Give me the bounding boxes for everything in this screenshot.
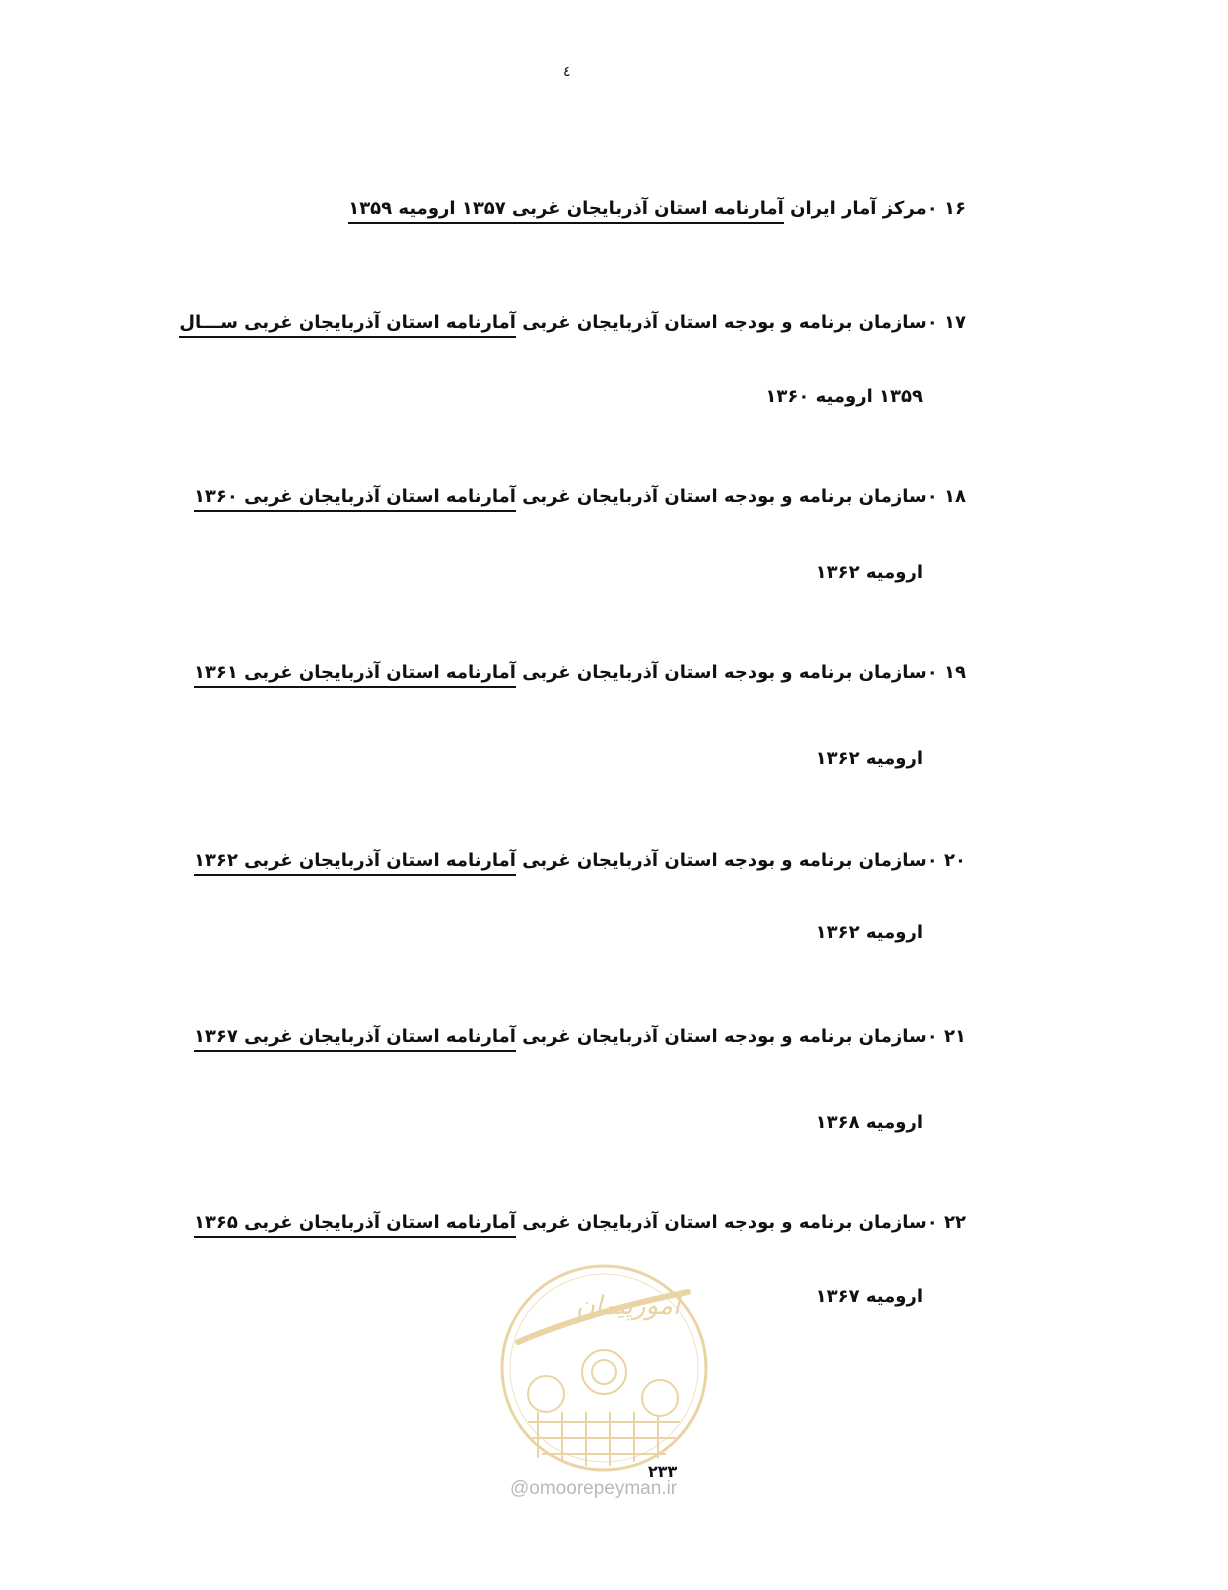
entry-author: ۰سازمان برنامه و بودجه استان آذربایجان غربی xyxy=(522,850,938,871)
entry-continuation-20: ارومیه ۱۳۶۲ xyxy=(815,922,923,943)
reference-entry-22 xyxy=(194,1208,966,1238)
watermark-logo-icon xyxy=(498,1262,710,1474)
entry-title: آمارنامه استان آذربایجان غربی ۱۳۶۱ xyxy=(194,662,516,688)
entry-number: ۱۶ xyxy=(944,198,966,219)
entry-title: آمارنامه استان آذربایجان غربی ۱۳۶۲ xyxy=(194,850,516,876)
top-page-mark: ٤ xyxy=(563,64,571,80)
reference-entry-20 xyxy=(194,846,966,876)
reference-entry-19 xyxy=(194,658,966,688)
entry-author: ۰سازمان برنامه و بودجه استان آذربایجان غربی xyxy=(522,1026,938,1047)
entry-number: ۲۱ xyxy=(944,1026,966,1047)
entry-continuation-22: ارومیه ۱۳۶۷ xyxy=(815,1286,923,1307)
entry-author: ۰مرکز آمار ایران xyxy=(790,198,938,219)
reference-entry-16 xyxy=(348,194,966,224)
entry-author: ۰سازمان برنامه و بودجه استان آذربایجان غربی xyxy=(522,486,938,507)
entry-number: ۱۸ xyxy=(944,486,966,507)
entry-author: ۰سازمان برنامه و بودجه استان آذربایجان غربی xyxy=(522,312,938,333)
entry-continuation-18: ارومیه ۱۳۶۲ xyxy=(815,562,923,583)
page-number: ۲۳۳ xyxy=(648,1462,678,1481)
entry-number: ۱۷ xyxy=(944,312,966,333)
watermark-logo-text: امورپیمان xyxy=(575,1291,681,1321)
watermark-site: @omoorepeyman.ir xyxy=(510,1478,678,1499)
entry-title: آمارنامه استان آذربایجان غربی ۱۳۶۰ xyxy=(194,486,516,512)
reference-entry-18 xyxy=(194,482,966,512)
entry-continuation-17: ۱۳۵۹ ارومیه ۱۳۶۰ xyxy=(765,386,923,407)
entry-author: ۰سازمان برنامه و بودجه استان آذربایجان غربی xyxy=(522,1212,938,1233)
entry-number: ۱۹ xyxy=(944,662,966,683)
entry-continuation-21: ارومیه ۱۳۶۸ xyxy=(815,1112,923,1133)
entry-continuation-19: ارومیه ۱۳۶۲ xyxy=(815,748,923,769)
reference-entry-21 xyxy=(194,1022,966,1052)
entry-author: ۰سازمان برنامه و بودجه استان آذربایجان غربی xyxy=(522,662,938,683)
entry-number: ۲۲ xyxy=(944,1212,966,1233)
entry-title: آمارنامه استان آذربایجان غربی ۱۳۵۷ ارومیه ۱۳۵۹ xyxy=(348,198,784,224)
entry-title: آمارنامه استان آذربایجان غربی ۱۳۶۷ xyxy=(194,1026,516,1052)
entry-title: آمارنامه استان آذربایجان غربی ۱۳۶۵ xyxy=(194,1212,516,1238)
entry-title: آمارنامه استان آذربایجان غربی ســـال xyxy=(179,312,516,338)
entry-number: ۲۰ xyxy=(944,850,966,871)
reference-entry-17 xyxy=(179,308,966,338)
